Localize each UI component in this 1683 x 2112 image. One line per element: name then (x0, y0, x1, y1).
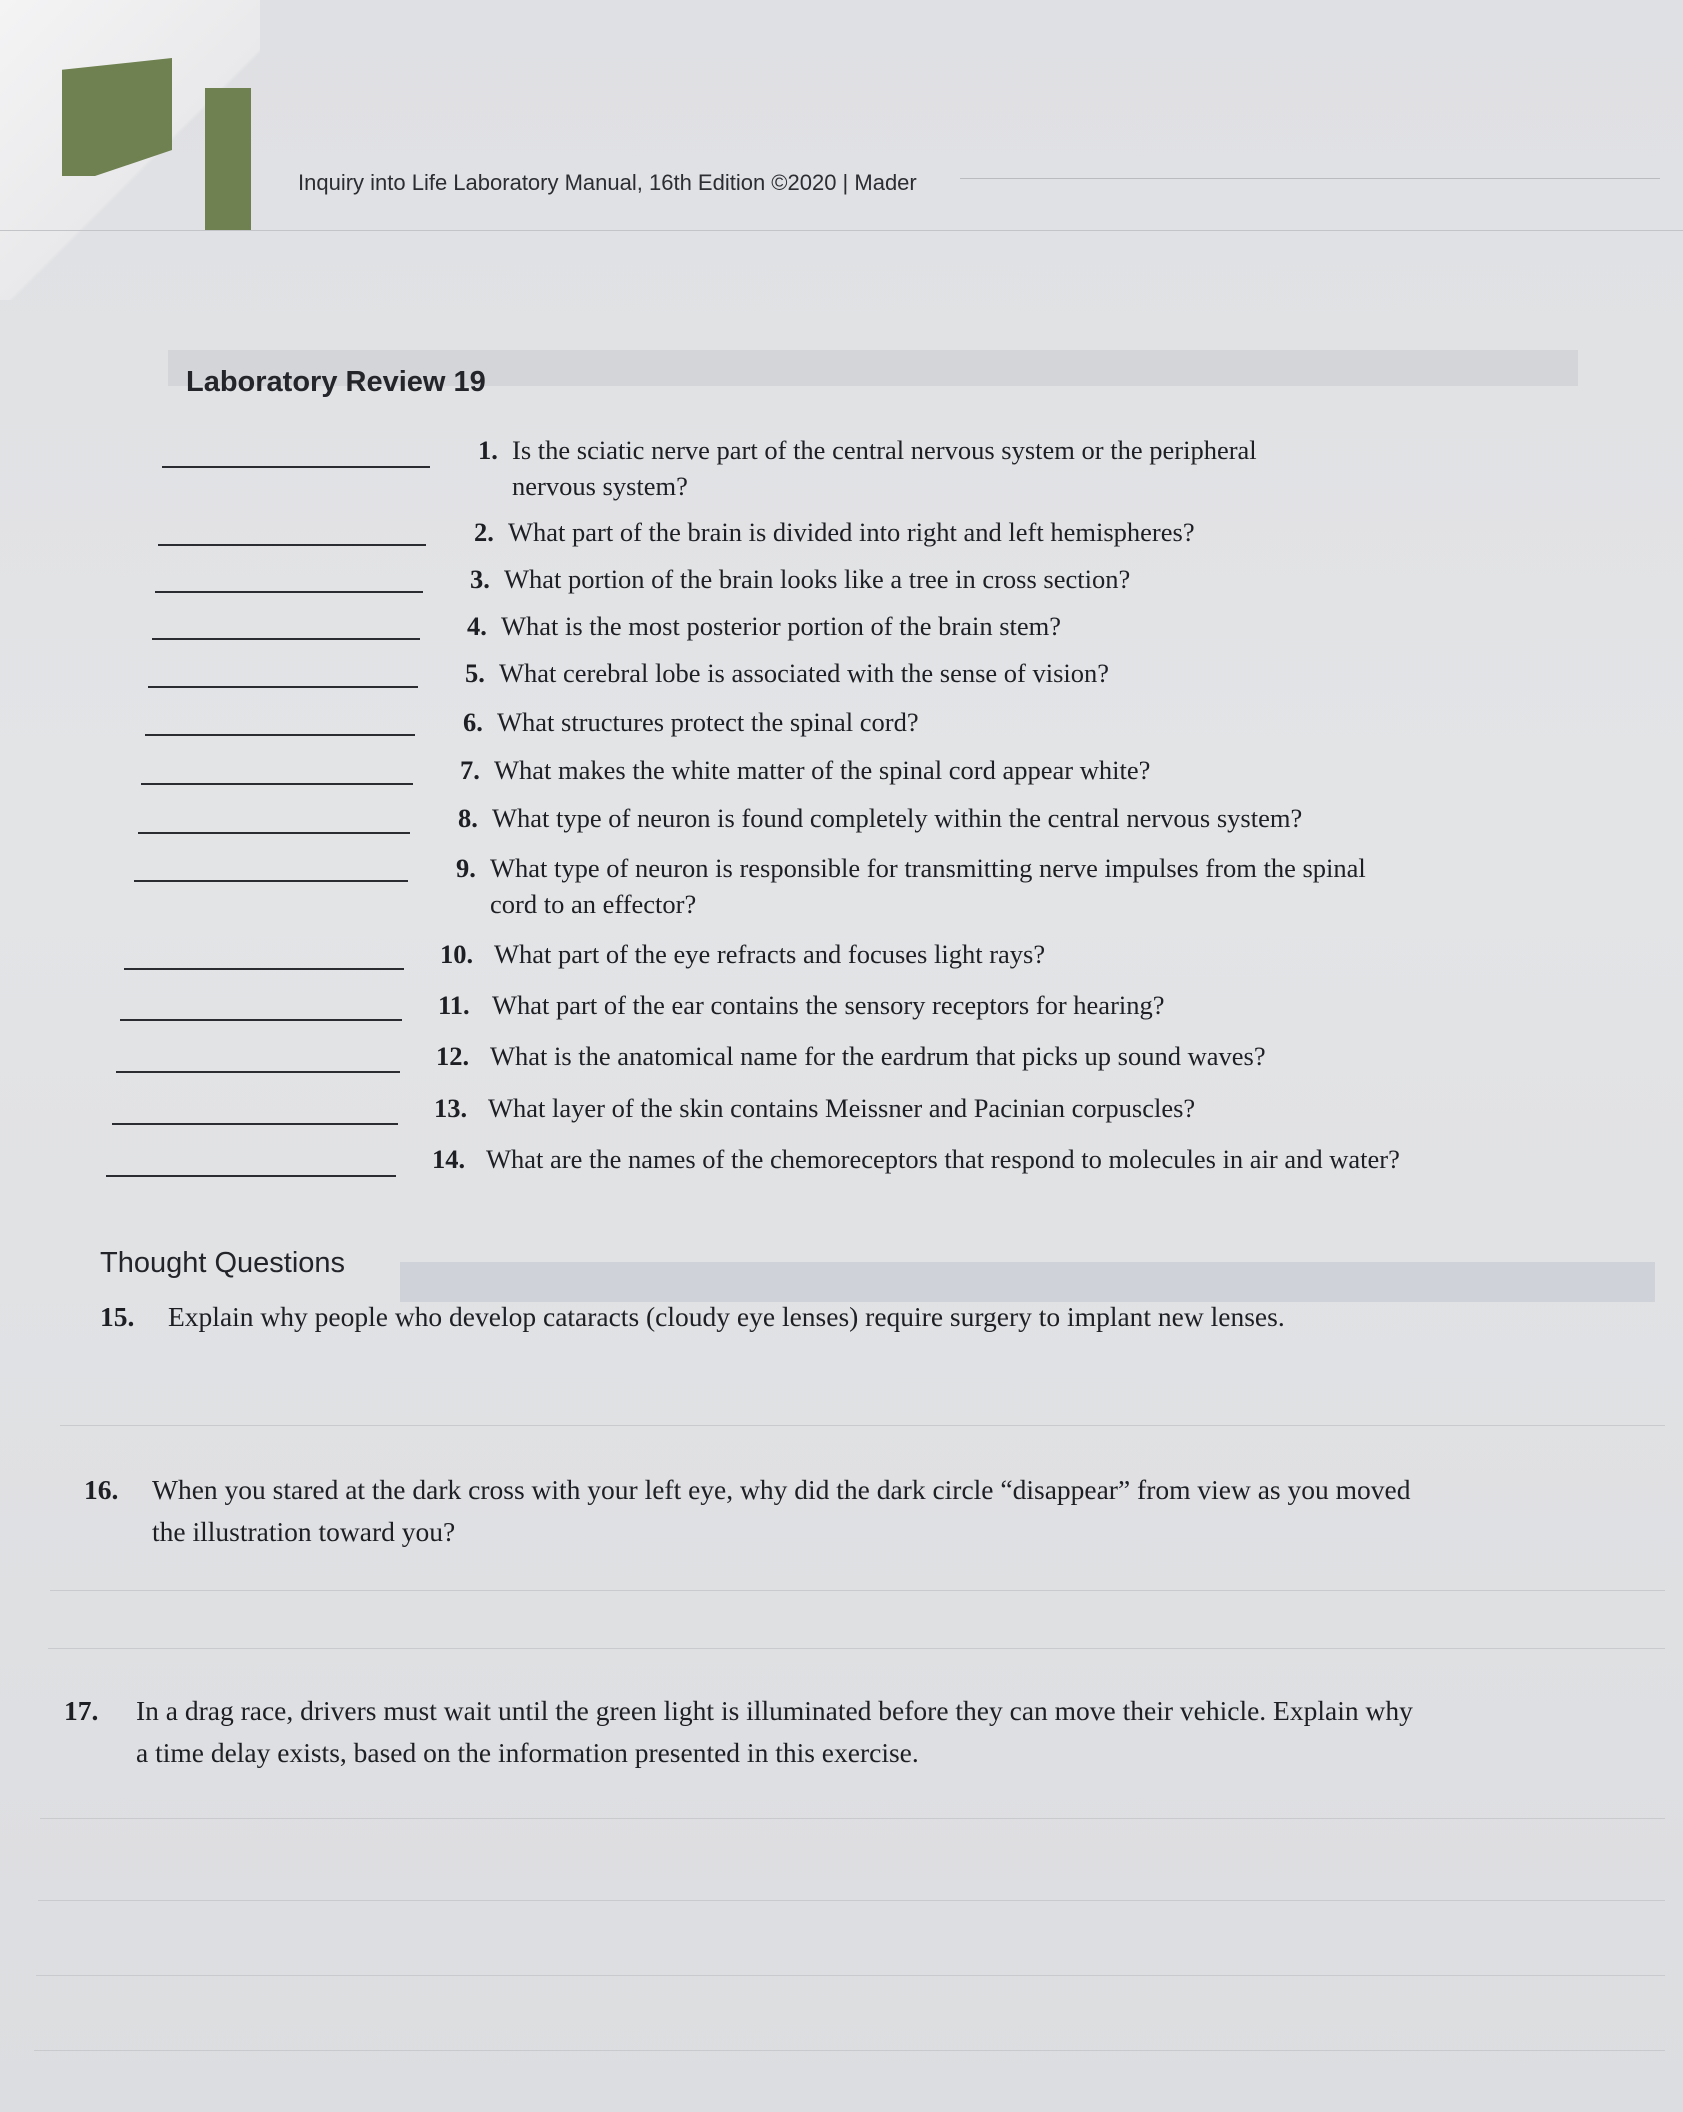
question-text-cont: the illustration toward you? (152, 1516, 456, 1547)
publisher-logo-bar (205, 88, 251, 230)
question-text: In a drag race, drivers must wait until the green light is illuminated before they can move their vehicle. Explain why (136, 1695, 1413, 1726)
thought-question-17 (64, 1690, 1664, 1774)
review-question-7 (460, 752, 1560, 788)
question-text: Is the sciatic nerve part of the central nervous system or the peripheral (512, 435, 1257, 465)
answer-blank-9[interactable] (134, 880, 408, 882)
answer-blank-2[interactable] (158, 544, 426, 546)
answer-blank-8[interactable] (138, 832, 410, 834)
question-number: 4. (467, 611, 487, 641)
answer-line[interactable] (34, 2050, 1665, 2051)
question-text: What layer of the skin contains Meissner and Pacinian corpuscles? (488, 1093, 1196, 1123)
review-question-3 (470, 561, 1570, 597)
question-number: 13. (434, 1093, 468, 1123)
question-text: What are the names of the chemoreceptors that respond to molecules in air and water? (486, 1144, 1400, 1174)
question-text-cont: cord to an effector? (490, 889, 697, 919)
question-text: What makes the white matter of the spinal cord appear white? (494, 755, 1151, 785)
review-question-6 (463, 704, 1563, 740)
review-question-10 (440, 936, 1540, 972)
answer-blank-13[interactable] (112, 1123, 398, 1125)
answer-blank-7[interactable] (141, 783, 413, 785)
question-number: 6. (463, 707, 483, 737)
question-number: 14. (432, 1144, 466, 1174)
question-text: What is the anatomical name for the eardrum that picks up sound waves? (490, 1041, 1266, 1071)
question-text: What part of the ear contains the sensory receptors for hearing? (492, 990, 1165, 1020)
question-text-cont: nervous system? (512, 471, 688, 501)
question-number: 16. (84, 1474, 119, 1505)
answer-blank-12[interactable] (116, 1071, 400, 1073)
answer-blank-11[interactable] (120, 1019, 402, 1021)
question-number: 9. (456, 853, 476, 883)
question-number: 12. (436, 1041, 470, 1071)
review-question-2 (474, 514, 1574, 550)
answer-blank-5[interactable] (148, 686, 418, 688)
question-text: What portion of the brain looks like a tree in cross section? (504, 564, 1131, 594)
question-number: 3. (470, 564, 490, 594)
answer-blank-6[interactable] (145, 734, 415, 736)
question-number: 8. (458, 803, 478, 833)
answer-blank-1[interactable] (162, 466, 430, 468)
running-head: Inquiry into Life Laboratory Manual, 16th Edition ©2020 | Mader (298, 170, 917, 195)
thought-question-15 (100, 1296, 1660, 1338)
review-question-5 (465, 655, 1565, 691)
answer-blank-3[interactable] (155, 591, 423, 593)
answer-line[interactable] (48, 1648, 1665, 1649)
question-text: What type of neuron is found completely within the central nervous system? (492, 803, 1303, 833)
review-question-11 (438, 987, 1538, 1023)
answer-line[interactable] (38, 1900, 1665, 1901)
section-title: Laboratory Review 19 (186, 366, 486, 398)
header-rule (0, 230, 1683, 231)
question-text: What cerebral lobe is associated with the sense of vision? (499, 658, 1110, 688)
question-text: When you stared at the dark cross with your left eye, why did the dark circle “disappear” from view as you moved (152, 1474, 1411, 1505)
question-number: 17. (64, 1695, 99, 1726)
answer-line[interactable] (60, 1425, 1665, 1426)
question-number: 5. (465, 658, 485, 688)
question-text: What part of the brain is divided into right and left hemispheres? (508, 517, 1195, 547)
running-head-rule (960, 178, 1660, 179)
question-text: What part of the eye refracts and focuses light rays? (494, 939, 1046, 969)
question-number: 10. (440, 939, 474, 969)
review-question-13 (434, 1090, 1534, 1126)
thought-questions-title: Thought Questions (100, 1247, 346, 1279)
answer-line[interactable] (40, 1818, 1665, 1819)
question-text: What is the most posterior portion of the brain stem? (501, 611, 1062, 641)
review-question-1 (478, 432, 1578, 504)
thought-question-16 (84, 1469, 1664, 1553)
question-text: Explain why people who develop cataracts (cloudy eye lenses) require surgery to implant new lenses. (168, 1301, 1285, 1332)
question-text: What type of neuron is responsible for transmitting nerve impulses from the spinal (490, 853, 1366, 883)
review-question-8 (458, 800, 1578, 836)
question-number: 1. (478, 435, 498, 465)
review-question-12 (436, 1038, 1536, 1074)
question-text-cont: a time delay exists, based on the information presented in this exercise. (136, 1737, 919, 1768)
review-question-4 (467, 608, 1567, 644)
question-number: 2. (474, 517, 494, 547)
review-question-9 (456, 850, 1606, 922)
review-question-14 (432, 1141, 1672, 1177)
answer-blank-10[interactable] (124, 968, 404, 970)
answer-blank-14[interactable] (106, 1175, 396, 1177)
question-number: 7. (460, 755, 480, 785)
answer-blank-4[interactable] (152, 638, 420, 640)
answer-line[interactable] (36, 1975, 1665, 1976)
question-number: 11. (438, 990, 470, 1020)
question-text: What structures protect the spinal cord? (497, 707, 919, 737)
question-number: 15. (100, 1301, 135, 1332)
answer-line[interactable] (50, 1590, 1665, 1591)
